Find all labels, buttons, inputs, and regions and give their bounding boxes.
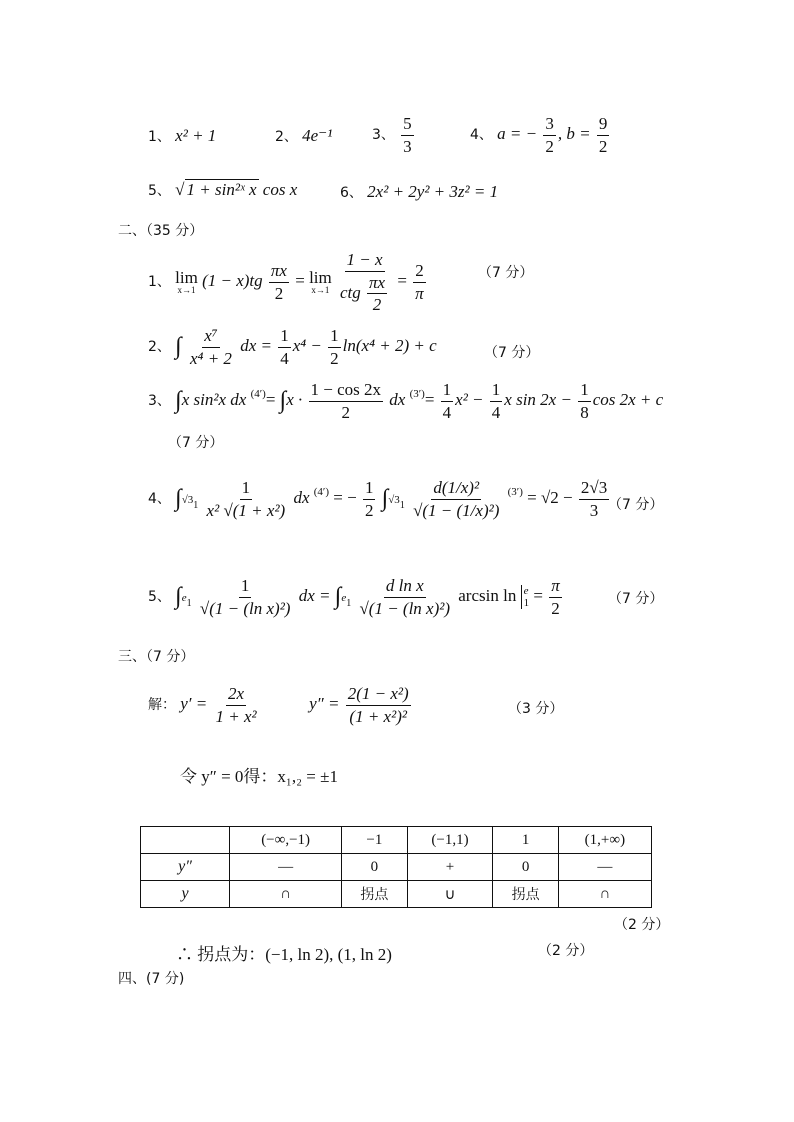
table-cell: 1 (493, 827, 558, 854)
fraction-denominator: 2 (274, 283, 284, 303)
integral-sign: ∫ (175, 485, 182, 512)
p1-item-4-b-label: , b = (557, 123, 591, 143)
fraction (328, 326, 341, 368)
p1-item-1 (148, 126, 216, 146)
fraction-denominator: π (415, 283, 424, 303)
fraction-numerator: 1 (578, 380, 591, 402)
p3-score-2: （2 分） (614, 917, 670, 933)
y-double-prime-lhs: y″ = (309, 693, 340, 713)
integral-sign: ∫ (381, 485, 389, 512)
fraction (278, 326, 291, 368)
fraction-denominator: 2 (341, 402, 351, 422)
table-cell: −1 (342, 827, 407, 854)
p2-q2-num: 2、 (148, 338, 171, 355)
fraction-denominator: 3 (403, 136, 412, 156)
fraction-numerator: πx (367, 273, 387, 295)
p1-item-2-num: 2、 (275, 129, 298, 145)
equals: = (295, 271, 305, 291)
fraction (269, 261, 289, 303)
fraction-denominator (338, 272, 391, 315)
table-row (141, 881, 652, 908)
y-prime-lhs: y′ = (180, 693, 208, 713)
sign-table (140, 826, 652, 908)
fraction-numerator: 1 − x (345, 250, 385, 272)
limit (309, 269, 332, 295)
fraction (441, 380, 454, 422)
table-cell: 拐点 (493, 881, 558, 908)
fraction-numerator: d(1/x)² (431, 478, 481, 500)
p2-q1 (148, 250, 428, 315)
p3-score-3: （2 分） (538, 943, 594, 959)
evaluation-bar (521, 585, 530, 609)
dx: dx (389, 389, 406, 409)
fraction-denominator: 4 (280, 348, 289, 368)
fraction (357, 576, 452, 618)
p3-let-line: 令 y″ = 0得：x₁,₂ = ±1 (180, 767, 338, 786)
fraction (363, 478, 376, 520)
table-cell (141, 827, 230, 854)
p1-item-4-a-label: a = − (497, 123, 538, 143)
p1-item-4-b-fraction (597, 114, 610, 156)
fraction (549, 576, 562, 618)
eval-lower: 1 (523, 597, 530, 610)
fraction-denominator: 3 (589, 500, 599, 520)
fraction-denominator: √(1 − (ln x)²) (199, 598, 291, 618)
p3-score-1: （3 分） (508, 701, 564, 717)
p1-item-1-expr: x² + 1 (175, 126, 217, 145)
fraction-numerator: 3 (543, 114, 556, 136)
step-mark: (3′) (507, 485, 523, 498)
table-cell: ∪ (407, 881, 493, 908)
upper-limit: √3 (181, 493, 194, 506)
p2-q5-num: 5、 (148, 588, 171, 605)
fraction-numerator: 1 (239, 576, 252, 598)
fraction-numerator: πx (269, 261, 289, 283)
table-row (141, 827, 652, 854)
fraction-numerator: 2x (226, 684, 246, 706)
integral-sign: ∫ (334, 583, 342, 610)
limit-sub: x→1 (177, 285, 196, 296)
p2-q2-score: （7 分） (484, 345, 540, 361)
fraction-numerator: 2√3 (579, 478, 609, 500)
solution-label: 解： (148, 696, 176, 713)
fraction-denominator: 2 (364, 500, 374, 520)
p1-item-2-expr: 4e⁻¹ (302, 126, 333, 145)
fraction-denominator: √(1 − (ln x)²) (359, 598, 451, 618)
fraction-numerator: 2(1 − x²) (346, 684, 411, 706)
p1-item-4-a-fraction (543, 114, 556, 156)
p1-item-3-fraction (401, 114, 414, 156)
term: x · (286, 389, 303, 409)
equals: = − (333, 487, 357, 507)
fraction-numerator: 1 (278, 326, 291, 348)
p2-q1-num: 1、 (148, 274, 171, 291)
p2-q3: 3、 ∫x sin²x dx $^{(4')}$= ∫x · $\frac{1 - \cos 2x}{2}$ dx $^{(3')}$= $\frac{1}{4}$ x² − $\frac{1}{4}$ x sin 2x − $\frac{1}{8}$ cos 2x + c (148, 380, 664, 422)
p2-q4-score: （7 分） (608, 497, 664, 513)
table-row (141, 854, 652, 881)
fraction (205, 478, 288, 520)
fraction (413, 261, 426, 303)
step-mark: (4′) (313, 485, 329, 498)
fraction-numerator: 2 (413, 261, 426, 283)
table-cell: — (558, 854, 651, 881)
p3-conclusion: ∴ 拐点为：(−1, ln 2), (1, ln 2) (176, 945, 392, 964)
table-cell: 拐点 (342, 881, 407, 908)
fraction-numerator: 1 (328, 326, 341, 348)
table-cell: (−1,1) (407, 827, 493, 854)
integral-sign: ∫ (175, 583, 182, 610)
limit-sub: x→1 (311, 285, 330, 296)
fraction-denominator: 1 + x² (215, 706, 257, 726)
step-mark: (4′) (250, 387, 266, 400)
table-cell: y (141, 881, 230, 908)
fraction (198, 576, 293, 618)
part4-heading: 四、(7 分) (118, 971, 185, 987)
fraction-numerator: 1 (363, 478, 376, 500)
equals: = (533, 585, 543, 605)
dx: dx = (298, 585, 331, 605)
integral-sign: ∫ (279, 387, 287, 414)
lower-limit: 1 (186, 597, 192, 609)
fraction-numerator: π (549, 576, 562, 598)
limit-word: lim (309, 268, 332, 288)
dx: dx = (240, 335, 272, 355)
fraction-numerator: 9 (597, 114, 610, 136)
p1-item-5-num: 5、 (148, 183, 171, 199)
table-cell: 0 (342, 854, 407, 881)
fraction-denominator: x² √(1 + x²) (206, 500, 286, 520)
integral-sign: ∫ (175, 333, 182, 360)
ctg-label: ctg (339, 282, 361, 302)
fraction-numerator: 1 (490, 380, 503, 402)
p2-q1-expr: (1 − x)tg (202, 271, 263, 291)
fraction-numerator: 1 (240, 478, 253, 500)
p1-item-6 (340, 182, 498, 202)
p1-item-4 (470, 114, 611, 156)
fraction-denominator: (1 + x²)² (349, 706, 407, 726)
p2-q4-num: 4、 (148, 490, 171, 507)
p1-item-5: 5、 √ 1 + sin²ˣ x cos x (148, 180, 298, 199)
eval-upper: e (523, 584, 529, 597)
table-cell: (−∞,−1) (230, 827, 342, 854)
fraction (578, 380, 591, 422)
fraction-numerator: 1 − cos 2x (309, 380, 384, 402)
table-cell: (1,+∞) (558, 827, 651, 854)
p3-solution (148, 684, 413, 726)
term: x sin 2x − (504, 389, 572, 409)
fraction-denominator: 2 (372, 295, 382, 315)
fraction-numerator: 5 (401, 114, 414, 136)
fraction (214, 684, 259, 726)
equals: = (397, 271, 407, 291)
fraction (188, 326, 234, 368)
p2-q5 (148, 576, 564, 618)
fraction (490, 380, 503, 422)
p1-item-3 (372, 114, 416, 156)
upper-limit: e (341, 591, 347, 604)
fraction-numerator: d ln x (384, 576, 426, 598)
limit (175, 269, 198, 295)
term: ln(x⁴ + 2) + c (342, 335, 437, 355)
fraction-denominator: x⁴ + 2 (190, 348, 232, 368)
table-cell: — (230, 854, 342, 881)
fraction-denominator: 8 (580, 402, 589, 422)
table-cell: ∩ (230, 881, 342, 908)
p1-item-3-num: 3、 (372, 126, 395, 143)
fraction (367, 273, 387, 315)
fraction-denominator: 2 (545, 136, 554, 156)
p1-item-1-num: 1、 (148, 129, 171, 145)
upper-limit: √3 (388, 493, 400, 506)
step-mark: (3′) (409, 387, 425, 400)
upper-limit: e (181, 591, 187, 604)
term: cos 2x + c (592, 389, 664, 409)
p2-q3-num: 3、 (148, 392, 171, 409)
table-cell: y″ (141, 854, 230, 881)
p2-q5-score: （7 分） (608, 591, 664, 607)
lower-limit: 1 (399, 499, 405, 511)
fraction-denominator: 2 (551, 598, 560, 618)
limit-word: lim (175, 268, 198, 288)
lower-limit: 1 (346, 597, 352, 609)
p1-item-4-num: 4、 (470, 126, 493, 143)
p1-item-5-radicand: 1 + sin²ˣ x (186, 180, 257, 199)
term: x² − (455, 389, 484, 409)
result: = √2 − (527, 487, 573, 507)
p2-q2 (148, 326, 437, 368)
table-cell: + (407, 854, 493, 881)
table-cell: ∩ (558, 881, 651, 908)
lower-limit: 1 (193, 499, 199, 511)
p1-item-2 (275, 126, 332, 146)
part2-heading: 二、（35 分） (118, 223, 204, 239)
p2-q1-score: （7 分） (478, 265, 534, 281)
part3-heading: 三、（7 分） (118, 649, 195, 665)
integrand: x sin²x dx (181, 389, 247, 409)
fraction-denominator: 2 (598, 136, 608, 156)
fraction-denominator: 4 (442, 402, 452, 422)
fraction-numerator: x⁷ (202, 326, 219, 348)
fraction-denominator: √(1 − (1/x)²) (413, 500, 500, 520)
fraction (346, 684, 411, 726)
p1-item-6-expr: 2x² + 2y² + 3z² = 1 (367, 182, 499, 201)
integral-sign: ∫ (175, 387, 182, 414)
p2-q3-score: （7 分） (168, 435, 224, 451)
p1-item-6-num: 6、 (340, 185, 363, 201)
table-cell: 0 (493, 854, 558, 881)
fraction (309, 380, 384, 422)
term: x⁴ − (292, 335, 322, 355)
fraction-denominator: 4 (491, 402, 501, 422)
p1-item-5-tail: cos x (262, 180, 298, 199)
fraction-denominator: 2 (330, 348, 339, 368)
dx: dx (293, 487, 310, 507)
fraction-numerator: 1 (441, 380, 454, 402)
p2-q4 (148, 478, 611, 520)
arcsin-term: arcsin ln (458, 585, 517, 605)
fraction (338, 250, 391, 315)
fraction (411, 478, 501, 520)
fraction (579, 478, 609, 520)
